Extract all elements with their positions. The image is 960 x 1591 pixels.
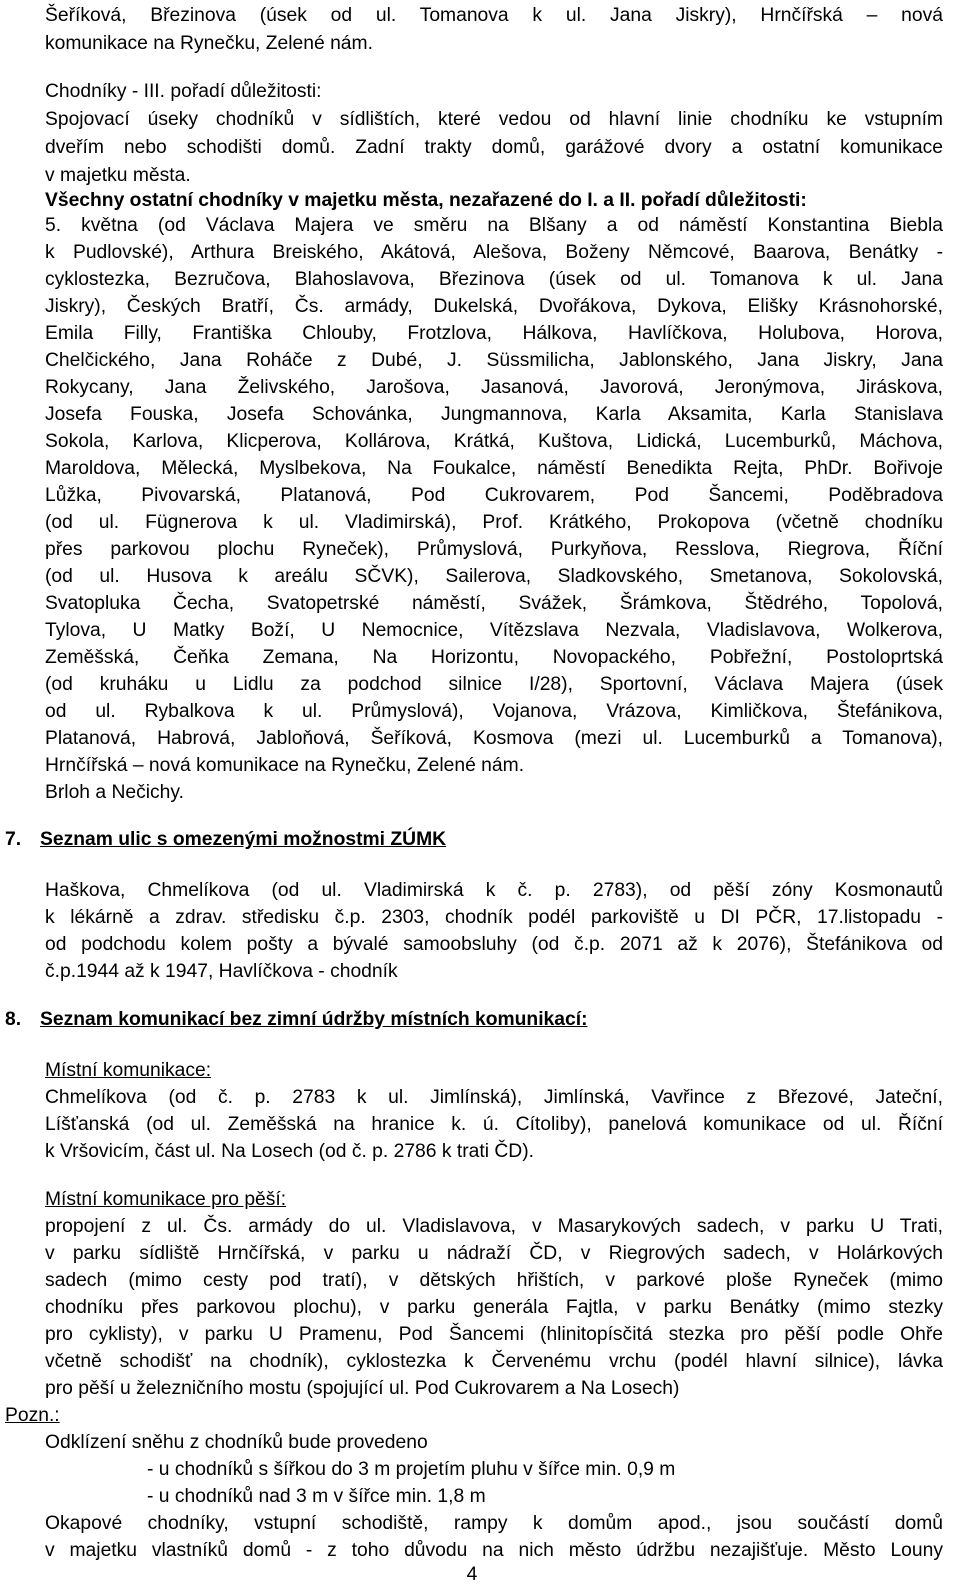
paragraph-line: Haškova, Chmelíkova (od ul. Vladimirská k č. p. 2783), od pěší zóny Kosmonautů [45, 880, 943, 901]
section-title: Seznam komunikací bez zimní údržby místních komunikací: [40, 1009, 588, 1030]
paragraph-line: propojení z ul. Čs. armády do ul. Vladislavova, v Masarykových sadech, v parku U Trati, [45, 1216, 943, 1237]
paragraph-line: (od kruháku u Lidlu za podchod silnice I/28), Sportovní, Václava Majera (úsek [45, 674, 943, 695]
list-item: - u chodníků s šířkou do 3 m projetím pluhu v šířce min. 0,9 m [147, 1459, 676, 1480]
paragraph-line: k Pudlovské), Arthura Breiského, Akátová, Alešova, Boženy Němcové, Baarova, Benátky - [45, 242, 943, 263]
paragraph-line: Odklízení sněhu z chodníků bude provedeno [45, 1432, 428, 1453]
paragraph-line: Lůžka, Pivovarská, Platanová, Pod Cukrovarem, Pod Šancemi, Poděbradova [45, 485, 943, 506]
paragraph-line: Brloh a Nečichy. [45, 782, 184, 803]
page-number: 4 [466, 1564, 478, 1585]
paragraph-line: dveřím nebo schodišti domů. Zadní trakty domů, garážové dvory a ostatní komunikace [45, 137, 943, 158]
paragraph-line: Sokola, Karlova, Klicperova, Kollárova, Krátká, Kuštova, Lidická, Lucemburků, Máchova, [45, 431, 943, 452]
paragraph-line: v parku sídliště Hrnčířská, v parku u nádraží ČD, v Riegrových sadech, v Holárkových [45, 1243, 943, 1264]
paragraph-line: Hrnčířská – nová komunikace na Rynečku, Zelené nám. [45, 755, 525, 776]
paragraph-line: Chelčického, Jana Roháče z Dubé, J. Süssmilicha, Jablonského, Jana Jiskry, Jana [45, 350, 943, 371]
paragraph-line: k lékárně a zdrav. středisku č.p. 2303, chodník podél parkoviště u DI PČR, 17.listopadu - [45, 907, 943, 928]
paragraph-line: cyklostezka, Bezručova, Blahoslavova, Březinova (úsek od ul. Tomanova k ul. Jana [45, 269, 943, 290]
paragraph-line: Tylova, U Matky Boží, U Nemocnice, Vítězslava Nezvala, Vladislavova, Wolkerova, [45, 620, 943, 641]
paragraph-line: od ul. Rybalkova k ul. Průmyslová), Vojanova, Vrázova, Kimličkova, Štefánikova, [45, 701, 943, 722]
list-item: - u chodníků nad 3 m v šířce min. 1,8 m [147, 1486, 486, 1507]
paragraph-line: Platanová, Habrová, Jabloňová, Šeříková, Kosmova (mezi ul. Lucemburků a Tomanova), [45, 728, 943, 749]
paragraph-line: v majetku vlastníků domů - z toho důvodu na nich město údržbu nezajišťuje. Město Louny [45, 1540, 943, 1561]
section-title: Seznam ulic s omezenými možnostmi ZÚMK [40, 829, 447, 850]
paragraph-line: (od ul. Husova k areálu SČVK), Sailerova, Sladkovského, Smetanova, Sokolovská, [45, 566, 943, 587]
subsection-title: Místní komunikace: [45, 1060, 212, 1081]
paragraph-line: pro cyklisty), v parku U Pramenu, Pod Šancemi (hlinitopísčitá stezka pro pěší podle Ohře [45, 1324, 943, 1345]
paragraph-line: 5. května (od Václava Majera ve směru na Blšany a od náměstí Konstantina Biebla [45, 215, 943, 236]
paragraph-line: Okapové chodníky, vstupní schodiště, rampy k domům apod., jsou součástí domů [45, 1513, 943, 1534]
section-subtitle: Chodníky - III. pořadí důležitosti: [45, 81, 322, 102]
subsection-title: Místní komunikace pro pěší: [45, 1189, 287, 1210]
paragraph-line: chodníku přes parkovou plochu), v parku generála Fajtla, v parku Benátky (mimo stezky [45, 1297, 943, 1318]
paragraph-line: pro pěší u železničního mostu (spojující ul. Pod Cukrovarem a Na Losech) [45, 1378, 680, 1399]
paragraph-line: Jiskry), Českých Bratří, Čs. armády, Dukelská, Dvořákova, Dykova, Elišky Krásnohorské, [45, 296, 943, 317]
paragraph-line: včetně schodišť na chodník), cyklostezka k Červenému vrchu (podél hlavní silnice), lávka [45, 1351, 943, 1372]
paragraph-line: Líšťanská (od ul. Zeměšská na hranice k. ú. Cítoliby), panelová komunikace od ul. Říční [45, 1114, 943, 1135]
paragraph-line: Emila Filly, Františka Chlouby, Frotzlova, Hálkova, Havlíčkova, Holubova, Horova, [45, 323, 943, 344]
paragraph-line: přes parkovou plochu Ryneček), Průmyslová, Purkyňova, Resslova, Riegrova, Říční [45, 539, 943, 560]
paragraph-line: (od ul. Fügnerova k ul. Vladimirská), Prof. Krátkého, Prokopova (včetně chodníku [45, 512, 943, 533]
paragraph-line: k Vršovicím, část ul. Na Losech (od č. p. 2786 k trati ČD). [45, 1141, 534, 1162]
paragraph-line: Šeříková, Březinova (úsek od ul. Tomanova k ul. Jana Jiskry), Hrnčířská – nová [45, 5, 943, 26]
paragraph-line: Svatopluka Čecha, Svatopetrské náměstí, Svážek, Šrámkova, Štědrého, Topolová, [45, 593, 943, 614]
section-number: 7. [5, 829, 22, 850]
paragraph-line: komunikace na Rynečku, Zelené nám. [45, 33, 373, 54]
paragraph-line: Spojovací úseky chodníků v sídlištích, které vedou od hlavní linie chodníku ke vstupním [45, 109, 943, 130]
paragraph-line: v majetku města. [45, 165, 191, 186]
paragraph-line: č.p.1944 až k 1947, Havlíčkova - chodník [45, 961, 398, 982]
paragraph-line: Maroldova, Mělecká, Myslbekova, Na Foukalce, náměstí Benedikta Rejta, PhDr. Bořivoje [45, 458, 943, 479]
paragraph-line: Josefa Fouska, Josefa Schovánka, Jungmannova, Karla Aksamita, Karla Stanislava [45, 404, 943, 425]
note-label: Pozn.: [5, 1405, 60, 1426]
paragraph-line: Zeměšská, Čeňka Zemana, Na Horizontu, Novopackého, Pobřežní, Postoloprtská [45, 647, 943, 668]
bold-heading: Všechny ostatní chodníky v majetku města, nezařazené do I. a II. pořadí důležitosti: [45, 190, 807, 211]
section-number: 8. [5, 1009, 22, 1030]
paragraph-line: sadech (mimo cesty pod tratí), v dětských hřištích, v parkové ploše Ryneček (mimo [45, 1270, 943, 1291]
paragraph-line: od podchodu kolem pošty a bývalé samoobsluhy (od č.p. 2071 až k 2076), Štefánikova od [45, 934, 943, 955]
paragraph-line: Chmelíkova (od č. p. 2783 k ul. Jimlínská), Jimlínská, Vavřince z Březové, Jateční, [45, 1087, 943, 1108]
paragraph-line: Rokycany, Jana Želivského, Jarošova, Jasanová, Javorová, Jeronýmova, Jiráskova, [45, 377, 943, 398]
